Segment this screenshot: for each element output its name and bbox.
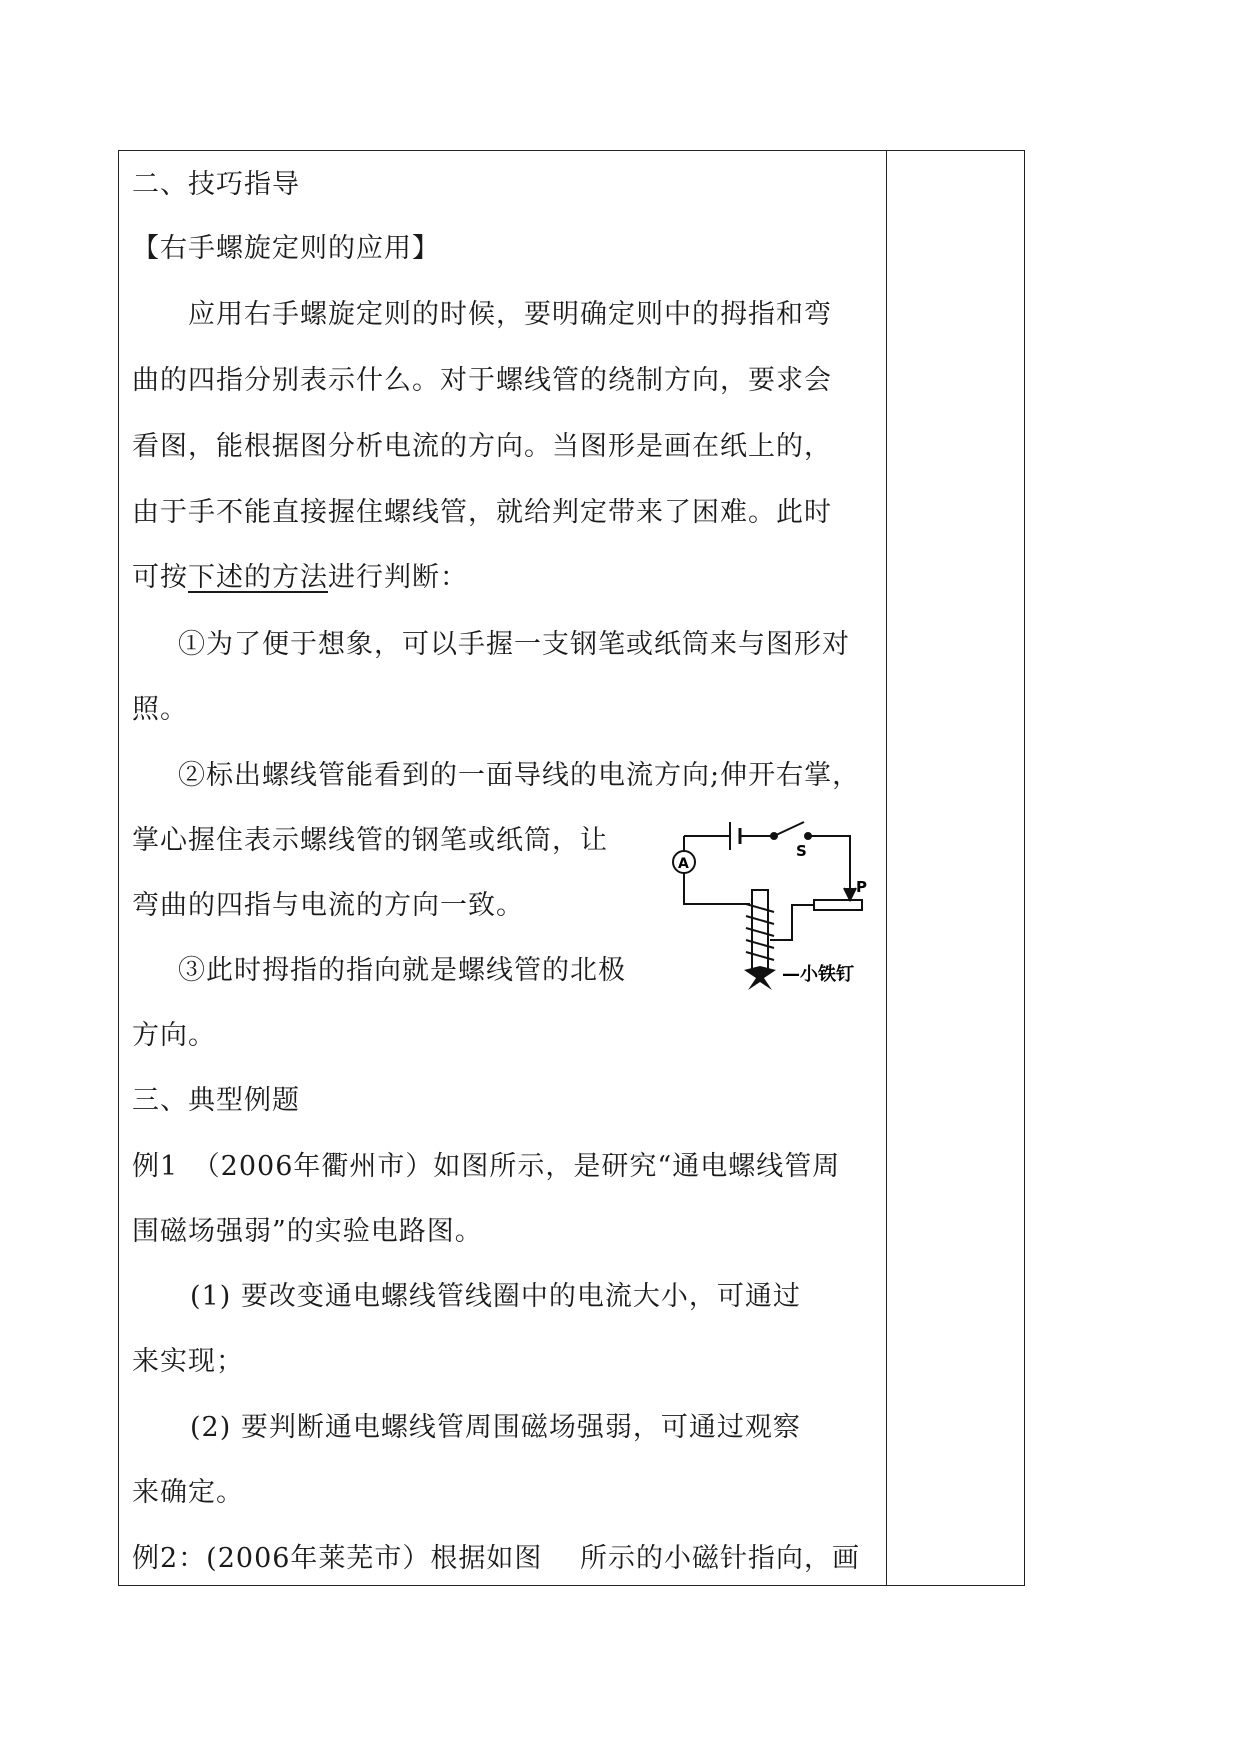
text-prefix: 可按 bbox=[132, 562, 188, 593]
circuit-wire-right bbox=[770, 905, 814, 940]
question-1-line: (1) 要改变通电螺线管线圈中的电流大小，可通过 bbox=[190, 1281, 801, 1312]
example-1-line: 例1 （2006年衢州市）如图所示，是研究“通电螺线管周 bbox=[132, 1151, 841, 1182]
switch-blade bbox=[774, 822, 804, 836]
example-2-line: 例2：(2006年莱芜市）根据如图 所示的小磁针指向，画 bbox=[132, 1543, 861, 1574]
solenoid-coil-icon bbox=[746, 904, 774, 960]
slider-label: P bbox=[856, 878, 867, 896]
circuit-wire-left bbox=[684, 836, 750, 904]
circuit-diagram bbox=[664, 808, 878, 993]
text-suffix: 进行判断： bbox=[328, 562, 468, 593]
step-2-line: 弯曲的四指与电流的方向一致。 bbox=[132, 890, 524, 921]
example-1-line: 围磁场强弱”的实验电路图。 bbox=[132, 1216, 483, 1247]
step-1-line: 照。 bbox=[132, 694, 188, 725]
paragraph-line: 看图，能根据图分析电流的方向。当图形是画在纸上的， bbox=[132, 431, 832, 462]
section-heading-examples: 三、典型例题 bbox=[132, 1085, 300, 1116]
rheostat-icon bbox=[814, 900, 862, 910]
rule-title: 【右手螺旋定则的应用】 bbox=[132, 233, 440, 264]
step-3-line: ③此时拇指的指向就是螺线管的北极 bbox=[178, 955, 626, 986]
underlined-text: 下述的方法 bbox=[188, 562, 328, 593]
ammeter-label: A bbox=[678, 856, 689, 872]
switch-label: S bbox=[796, 842, 807, 860]
question-2-line: (2) 要判断通电螺线管周围磁场强弱，可通过观察 bbox=[190, 1412, 801, 1443]
slider-arrowhead bbox=[844, 888, 856, 900]
paragraph-line: 应用右手螺旋定则的时候，要明确定则中的拇指和弯 bbox=[188, 299, 832, 330]
switch-contact-right bbox=[805, 833, 811, 839]
question-1-line: 来实现； bbox=[132, 1346, 244, 1377]
iron-nails-icon bbox=[744, 966, 776, 990]
section-heading-skills: 二、技巧指导 bbox=[132, 169, 300, 200]
step-2-line: 掌心握住表示螺线管的钢笔或纸筒，让 bbox=[132, 825, 608, 856]
circuit-wire-top bbox=[684, 836, 850, 868]
nail-label: —小铁钉 bbox=[782, 964, 854, 985]
step-1-line: ①为了便于想象，可以手握一支钢笔或纸筒来与图形对 bbox=[178, 629, 850, 660]
paragraph-line: 曲的四指分别表示什么。对于螺线管的绕制方向，要求会 bbox=[132, 365, 832, 396]
step-2-line: ②标出螺线管能看到的一面导线的电流方向;伸开右掌， bbox=[178, 760, 861, 791]
table-column-divider bbox=[886, 150, 887, 1586]
question-2-line: 来确定。 bbox=[132, 1477, 244, 1508]
paragraph-line-last bbox=[132, 560, 468, 596]
step-3-line: 方向。 bbox=[132, 1020, 216, 1051]
paragraph-line: 由于手不能直接握住螺线管，就给判定带来了困难。此时 bbox=[132, 497, 832, 528]
